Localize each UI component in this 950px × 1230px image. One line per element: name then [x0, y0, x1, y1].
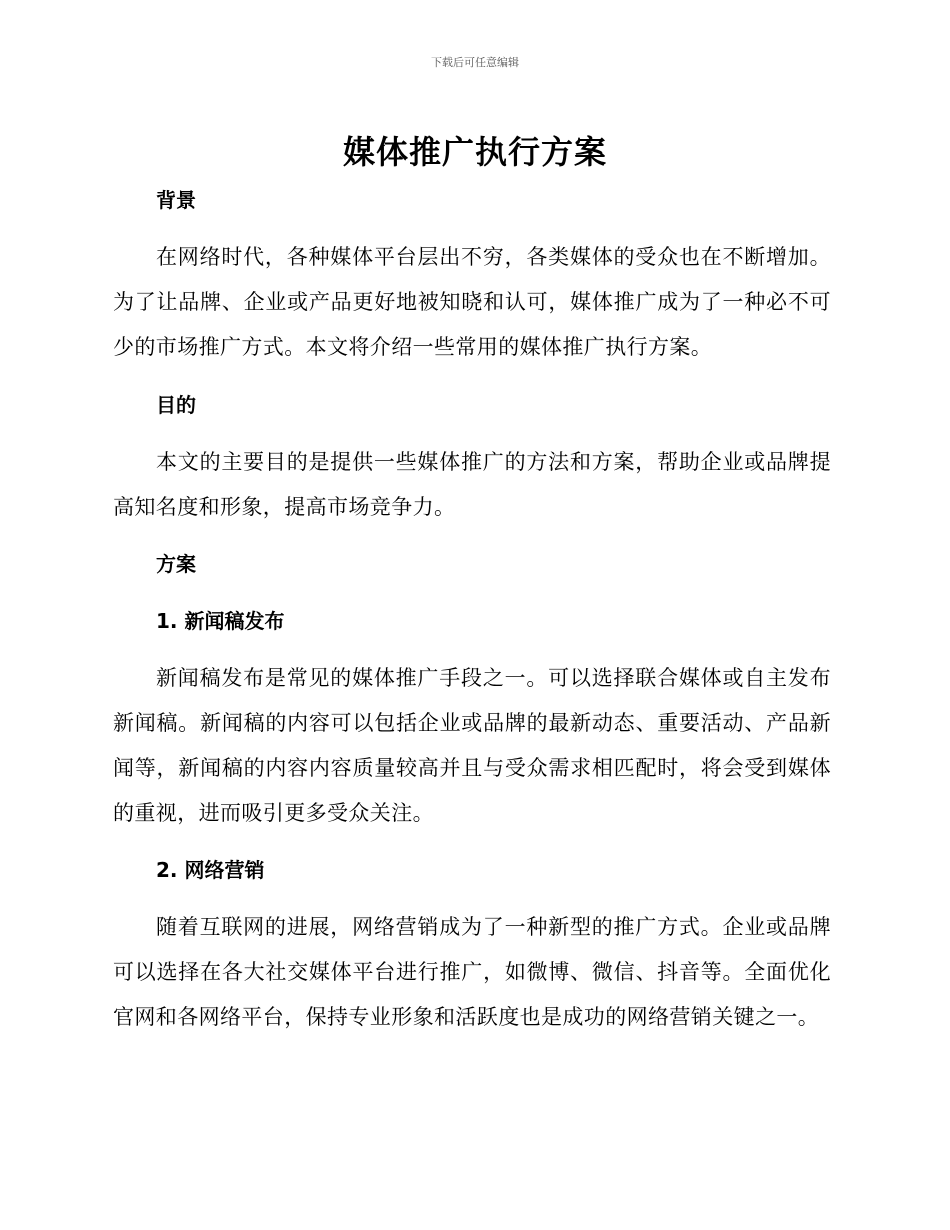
section-heading-online-marketing: 2. 网络营销 — [156, 858, 265, 882]
section-heading-press-release: 1. 新闻稿发布 — [156, 609, 285, 633]
header-note: 下载后可任意编辑 — [431, 56, 519, 69]
paragraph-purpose: 本文的主要目的是提供一些媒体推广的方法和方案，帮助企业或品牌提高知名度和形象，提高市场竞争力。 — [113, 450, 831, 519]
paragraph-online-marketing: 随着互联网的进展，网络营销成为了一种新型的推广方式。企业或品牌可以选择在各大社交媒体平台进行推广，如微博、微信、抖音等。全面优化官网和各网络平台，保持专业形象和活跃度也是成功的网络营销关键之一。 — [113, 915, 831, 1029]
paragraph-press-release: 新闻稿发布是常见的媒体推广手段之一。可以选择联合媒体或自主发布新闻稿。新闻稿的内容可以包括企业或品牌的最新动态、重要活动、产品新闻等，新闻稿的内容内容质量较高并且与受众需求相匹配时，将会受到媒体的重视，进而吸引更多受众关注。 — [113, 666, 831, 825]
document-title: 媒体推广执行方案 — [342, 133, 607, 171]
section-heading-plan: 方案 — [156, 552, 196, 576]
paragraph-background: 在网络时代，各种媒体平台层出不穷，各类媒体的受众也在不断增加。为了让品牌、企业或产品更好地被知晓和认可，媒体推广成为了一种必不可少的市场推广方式。本文将介绍一些常用的媒体推广执行方案。 — [113, 245, 831, 359]
section-heading-background: 背景 — [156, 188, 196, 212]
section-heading-purpose: 目的 — [156, 393, 196, 417]
